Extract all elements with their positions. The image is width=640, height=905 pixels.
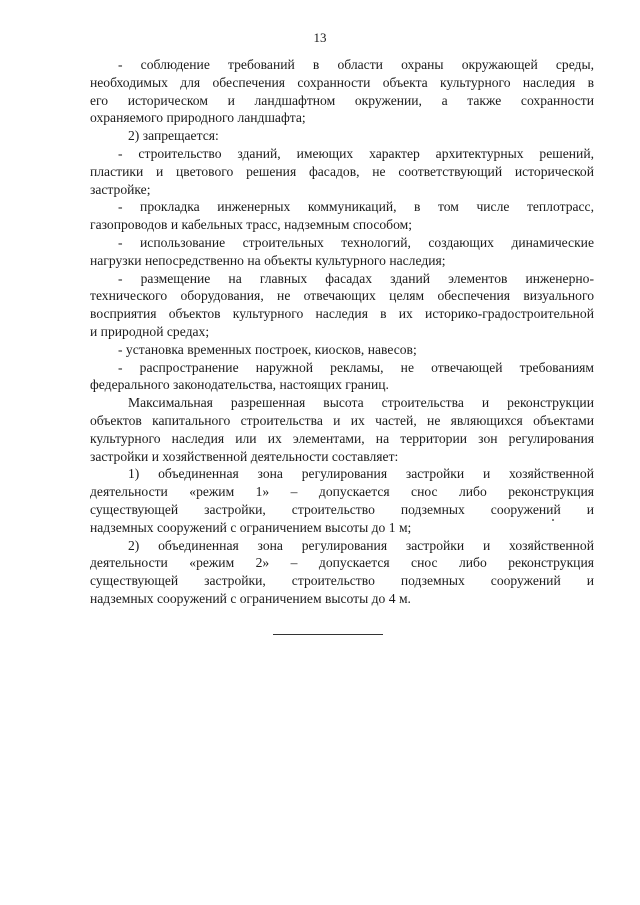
text-line: - строительство зданий, имеющих характер архитектурных решений, <box>118 145 594 161</box>
text-line: 1) объединенная зона регулирования застройки и хозяйственной <box>128 466 594 482</box>
text-line: его историческом и ландшафтном окружении, а также сохранности <box>90 92 594 108</box>
text-line: застройки и хозяйственной деятельности составляет: <box>90 448 399 464</box>
text-line: - использование строительных технологий, создающих динамические <box>118 234 594 250</box>
text-line: технического оборудования, не отвечающих целям обеспечения визуального <box>90 288 594 304</box>
text-line: 2) объединенная зона регулирования застройки и хозяйственной <box>128 537 594 553</box>
text-line: надземных сооружений с ограничением высоты до 1 м; <box>90 519 412 535</box>
scan-speck <box>552 519 554 521</box>
text-line: объектов капитального строительства и их частей, не являющихся объектами <box>90 412 594 428</box>
text-line: застройке; <box>90 181 151 197</box>
text-line: надземных сооружений с ограничением высоты до 4 м. <box>90 590 411 606</box>
text-line: - соблюдение требований в области охраны окружающей среды, <box>118 57 594 72</box>
document-body <box>90 56 594 608</box>
text-line: восприятия объектов культурного наследия в их историко-градостроительной <box>90 306 594 322</box>
text-line: и природной средах; <box>90 323 210 339</box>
text-line: охраняемого природного ландшафта; <box>90 110 306 126</box>
text-line: газопроводов и кабельных трасс, надземным способом; <box>90 217 413 233</box>
text-line: нагрузки непосредственно на объекты культурного наследия; <box>90 252 446 268</box>
text-line: деятельности «режим 1» – допускается снос либо реконструкция <box>90 484 594 500</box>
text-line: - прокладка инженерных коммуникаций, в том числе теплотрасс, <box>118 199 594 215</box>
text-line: существующей застройки, строительство подземных сооружений и <box>90 501 594 517</box>
text-line: существующей застройки, строительство подземных сооружений и <box>90 573 594 589</box>
page-number: 13 <box>313 30 327 45</box>
text-line: пластики и цветового решения фасадов, не соответствующий исторической <box>90 163 594 179</box>
text-line: - размещение на главных фасадах зданий элементов инженерно- <box>118 270 594 286</box>
text-line: 2) запрещается: <box>128 128 219 144</box>
text-line: культурного наследия или их элементами, на территории зон регулирования <box>90 430 594 446</box>
text-line: - установка временных построек, киосков, навесов; <box>118 341 417 357</box>
end-of-text-rule <box>273 634 383 635</box>
text-line: необходимых для обеспечения сохранности объекта культурного наследия в <box>90 74 594 90</box>
text-line: федерального законодательства, настоящих границ. <box>90 377 389 393</box>
text-line: Максимальная разрешенная высота строительства и реконструкции <box>128 395 594 411</box>
text-line: - распространение наружной рекламы, не отвечающей требованиям <box>118 359 594 375</box>
text-line: деятельности «режим 2» – допускается снос либо реконструкция <box>90 555 594 571</box>
